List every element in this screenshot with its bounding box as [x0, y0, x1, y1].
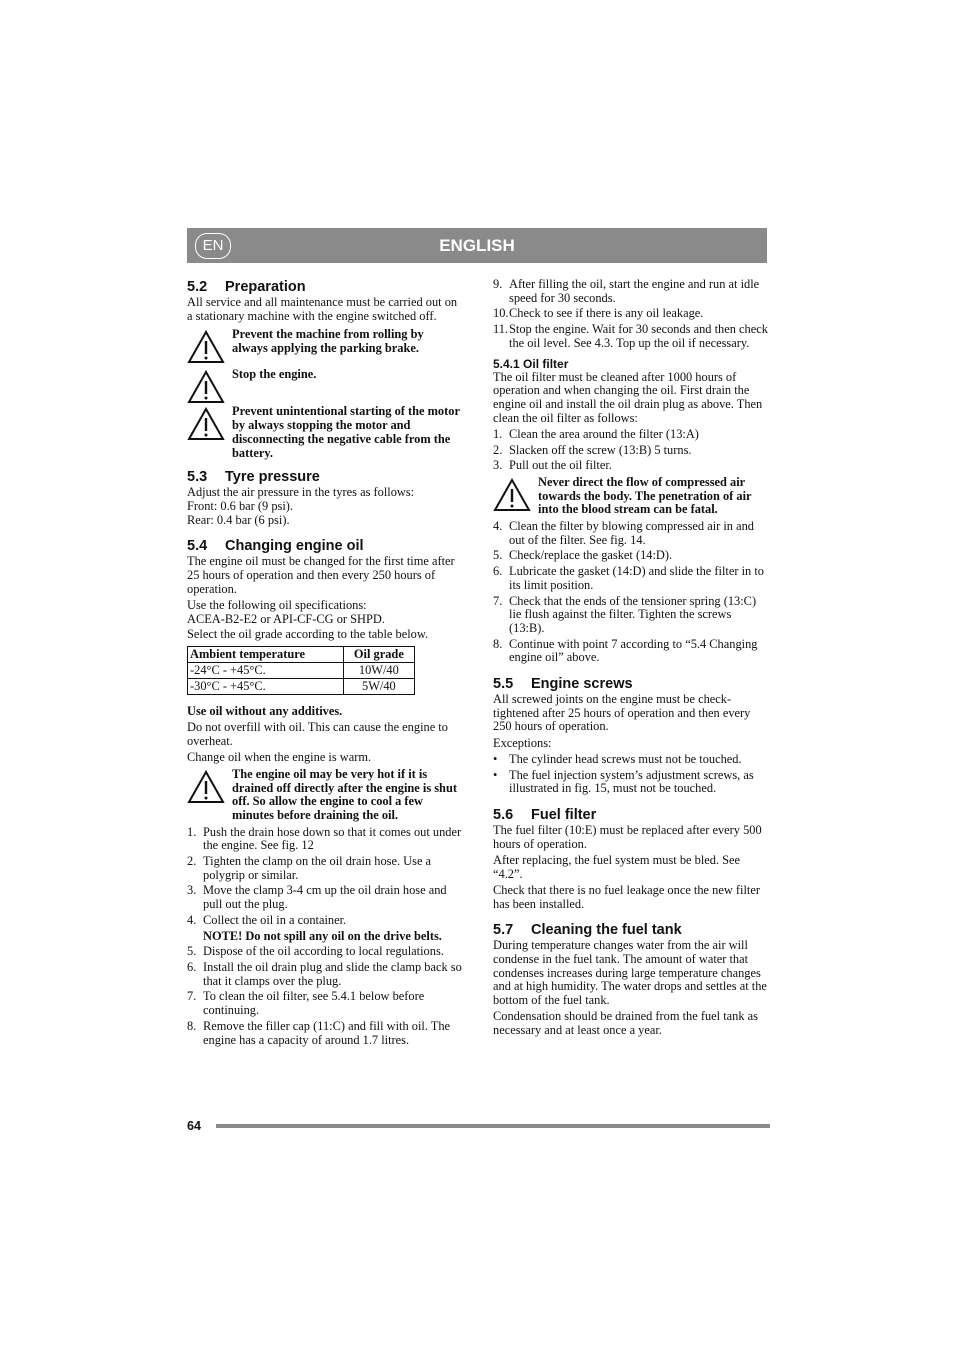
warning-triangle-icon — [493, 478, 531, 512]
page-number: 64 — [187, 1119, 201, 1133]
table-row: -24°C - +45°C. 10W/40 — [188, 663, 415, 679]
language-title: ENGLISH — [439, 236, 515, 255]
paragraph: After replacing, the fuel system must be bled. See “4.2”. — [493, 852, 741, 881]
list-item: 1. Clean the area around the filter (13:A) — [493, 426, 699, 441]
table-header: Ambient temperature — [188, 647, 344, 663]
list-item: 1. Push the drain hose down so that it comes out under the engine. See fig. 12 — [187, 824, 462, 853]
steps-list — [493, 278, 768, 351]
list-item: 4. Clean the filter by blowing compressed air in and out of the filter. See fig. 14. — [493, 519, 754, 547]
warning-text: The engine oil may be very hot if it is drained off directly after the engine is shut off. So allow the engine to cool a few minutes before draining the oil. — [232, 766, 457, 822]
section-heading: 5.4 Changing engine oil — [187, 538, 364, 555]
paragraph: Select the oil grade according to the table below. — [187, 627, 429, 642]
note-text: NOTE! Do not spill any oil on the drive belts. — [203, 928, 442, 943]
section-heading: 5.3 Tyre pressure — [187, 469, 320, 486]
warning-box — [187, 368, 462, 402]
list-item: 3. Pull out the oil filter. — [493, 458, 612, 473]
warning-triangle-icon — [187, 370, 225, 404]
list-item: 7. To clean the oil filter, see 5.4.1 below before continuing. — [187, 989, 425, 1018]
language-badge: EN — [195, 233, 231, 259]
warning-triangle-icon — [187, 330, 225, 364]
paragraph: Condensation should be drained from the fuel tank as necessary and at least once a year. — [493, 1009, 758, 1037]
table-row: -30°C - +45°C. 5W/40 — [188, 679, 415, 695]
list-item: 8. Continue with point 7 according to “5.4 Changing engine oil” above. — [493, 636, 758, 665]
warning-box — [493, 476, 768, 517]
warning-box — [187, 405, 462, 460]
paragraph: The engine oil must be changed for the first time after 25 hours of operation and then every 250 hours of operation. — [187, 554, 455, 596]
paragraph: Check that there is no fuel leakage once the new filter has been installed. — [493, 882, 760, 911]
warning-text: Stop the engine. — [232, 367, 317, 382]
paragraph: Do not overfill with oil. This can cause the engine to overheat. — [187, 720, 448, 748]
paragraph: The oil filter must be cleaned after 1000 hours of operation and when changing the oil. First drain the engine oil and install the oil drain plug as above. Then clean the oil filter as follows: — [493, 369, 763, 425]
list-item: 3. Move the clamp 3-4 cm up the oil drain hose and pull out the plug. — [187, 883, 447, 912]
list-item: 2. Tighten the clamp on the oil drain hose. Use a polygrip or similar. — [187, 854, 432, 882]
list-item: 7. Check that the ends of the tensioner spring (13:C) lie flush against the filter. Tighten the screws (13:B). — [493, 593, 757, 635]
warning-box — [187, 328, 462, 362]
warning-triangle-icon — [187, 770, 225, 804]
paragraph: The fuel filter (10:E) must be replaced after every 500 hours of operation. — [493, 823, 762, 851]
list-item: 6. Install the oil drain plug and slide the clamp back so that it clamps over the plug. — [187, 960, 462, 988]
paragraph: All screwed joints on the engine must be check-tightened after 25 hours of operation and then every 250 hours of operation. — [493, 692, 751, 734]
section-heading: 5.5 Engine screws — [493, 676, 633, 693]
section-heading: 5.6 Fuel filter — [493, 807, 597, 823]
list-item: 11. Stop the engine. Wait for 30 seconds and then check the oil level. See 4.3. Top up the oil if necessary. — [493, 322, 768, 350]
warning-text: Never direct the flow of compressed air towards the body. The penetration of air into the blood stream can be fatal. — [538, 474, 752, 517]
paragraph: During temperature changes water from the air will condense in the fuel tank. The amount of water that condenses increases during large temperature changes and at high humidity. The water drops and settles at the bottom of the fuel tank. — [493, 938, 767, 1008]
paragraph: Adjust the air pressure in the tyres as follows: Front: 0.6 bar (9 psi). Rear: 0.4 bar (6 psi). — [187, 485, 415, 527]
language-banner — [187, 228, 767, 263]
list-item: 4. Collect the oil in a container. — [187, 912, 347, 927]
steps-list — [493, 428, 768, 473]
footer-rule — [216, 1124, 770, 1128]
list-item: 6. Lubricate the gasket (14:D) and slide the filter in to its limit position. — [493, 564, 764, 592]
right-column — [493, 278, 768, 1040]
paragraph: Exceptions: — [493, 735, 552, 750]
steps-list — [493, 520, 768, 665]
section-heading: 5.7 Cleaning the fuel tank — [493, 922, 682, 939]
paragraph: Change oil when the engine is warm. — [187, 750, 372, 765]
paragraph: Use oil without any additives. — [187, 704, 343, 719]
paragraph: All service and all maintenance must be carried out on a stationary machine with the engine switched off. — [187, 295, 458, 323]
list-item: 10. Check to see if there is any oil leakage. — [493, 306, 704, 321]
list-item: 9. After filling the oil, start the engine and run at idle speed for 30 seconds. — [493, 277, 760, 305]
bullet-list — [493, 753, 768, 796]
steps-list — [187, 945, 462, 1047]
steps-list — [187, 826, 462, 928]
warning-triangle-icon — [187, 407, 225, 441]
list-item: • The cylinder head screws must not be touched. — [493, 751, 742, 766]
oil-grade-table — [187, 646, 415, 695]
section-heading: 5.2 Preparation — [187, 279, 306, 295]
left-column — [187, 278, 462, 1049]
table-header: Oil grade — [343, 647, 414, 663]
paragraph: Use the following oil specifications: ACEA-B2-E2 or API-CF-CG or SHPD. — [187, 597, 385, 626]
warning-text: Prevent unintentional starting of the motor by always stopping the motor and disconnecting the negative cable from the battery. — [232, 404, 460, 460]
warning-text: Prevent the machine from rolling by always applying the parking brake. — [232, 327, 424, 356]
warning-box — [187, 768, 462, 823]
subsection-heading: 5.4.1 Oil filter — [493, 356, 569, 371]
list-item: 5. Dispose of the oil according to local regulations. — [187, 944, 444, 959]
list-item: 8. Remove the filler cap (11:C) and fill with oil. The engine has a capacity of around 1.7 litres. — [187, 1018, 451, 1047]
list-item: 2. Slacken off the screw (13:B) 5 turns. — [493, 442, 692, 457]
list-item: • The fuel injection system’s adjustment screws, as illustrated in fig. 15, must not be touched. — [493, 767, 754, 796]
list-item: 5. Check/replace the gasket (14:D). — [493, 548, 673, 563]
